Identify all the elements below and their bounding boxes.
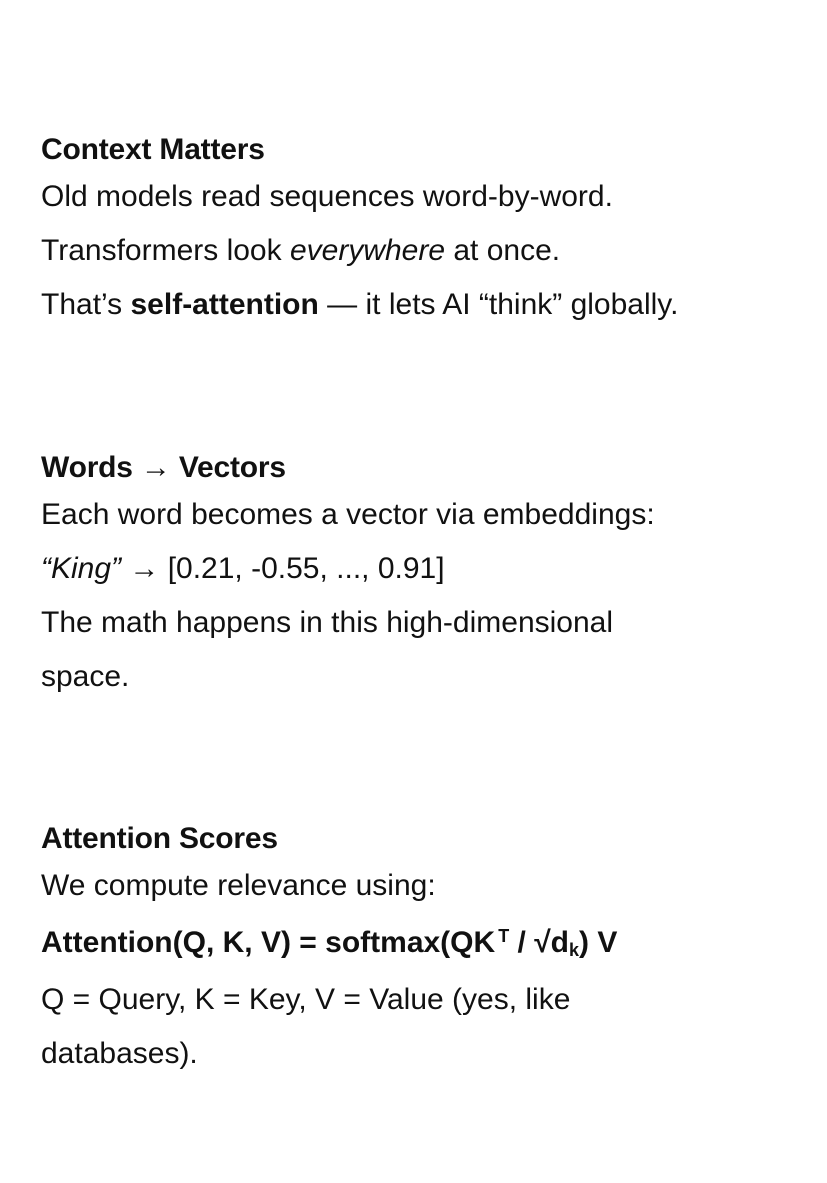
emphasis-text: everywhere xyxy=(289,234,446,267)
section-heading: Attention Scores xyxy=(41,822,278,855)
paragraph-line: databases). xyxy=(41,1037,198,1070)
section-context-matters xyxy=(41,132,807,332)
bold-term: self-attention xyxy=(130,288,319,321)
emphasis-text: “King” xyxy=(41,552,122,585)
paragraph-line: Transformers look everywhere at once. xyxy=(41,234,561,267)
section-heading: Context Matters xyxy=(41,133,265,166)
paragraph-line: That’s self-attention — it lets AI “think” globally. xyxy=(41,288,679,321)
paragraph-line: Each word becomes a vector via embeddings: xyxy=(41,498,655,531)
section-attention-scores xyxy=(41,821,807,1081)
paragraph-line: Q = Query, K = Key, V = Value (yes, like xyxy=(41,983,571,1016)
attention-formula: Attention(Q, K, V) = softmax(QK $^T / √d_k$) V xyxy=(41,926,618,960)
paragraph-line: The math happens in this high-dimensional xyxy=(41,606,614,639)
paragraph-line: space. xyxy=(41,660,130,693)
paragraph-line: Old models read sequences word-by-word. xyxy=(41,180,613,213)
section-heading: Words → Vectors xyxy=(41,451,286,484)
section-words-vectors xyxy=(41,450,807,704)
paragraph-line: “King” → [0.21, -0.55, ..., 0.91] xyxy=(41,552,445,585)
paragraph-line: We compute relevance using: xyxy=(41,869,436,902)
